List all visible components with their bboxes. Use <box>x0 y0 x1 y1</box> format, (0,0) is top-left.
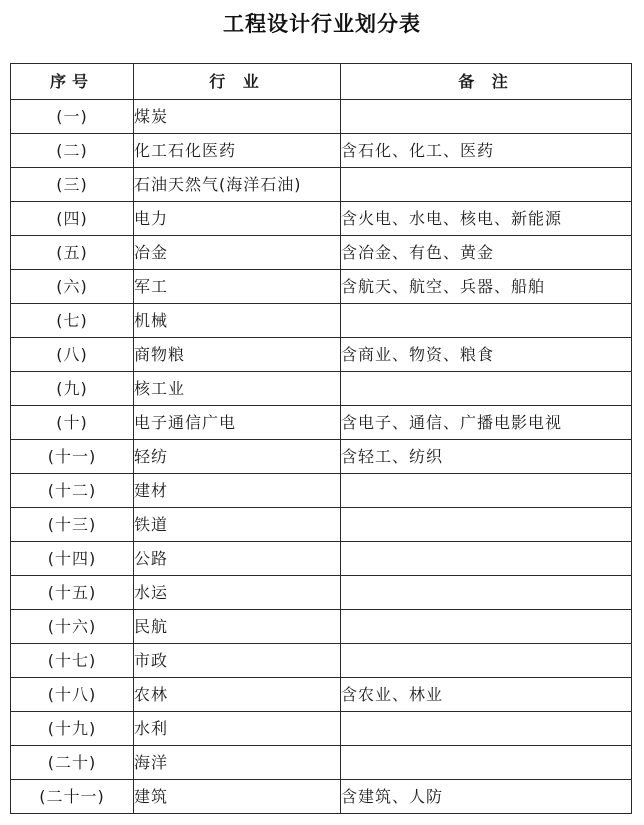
row-industry: 军工 <box>134 270 341 304</box>
row-serial-number: (十五) <box>11 576 134 610</box>
table-row <box>11 474 632 508</box>
row-serial-number: (三) <box>11 168 134 202</box>
table-row <box>11 508 632 542</box>
row-industry: 化工石化医药 <box>134 134 341 168</box>
table-row <box>11 542 632 576</box>
header-row <box>11 64 632 100</box>
row-industry: 冶金 <box>134 236 341 270</box>
row-industry: 民航 <box>134 610 341 644</box>
row-remarks <box>341 372 632 406</box>
table-body <box>11 100 632 814</box>
row-serial-number: (五) <box>11 236 134 270</box>
table-row <box>11 134 632 168</box>
row-serial-number: (二十) <box>11 746 134 780</box>
table-row <box>11 678 632 712</box>
table-row <box>11 610 632 644</box>
row-remarks <box>341 746 632 780</box>
page-title: 工程设计行业划分表 <box>223 12 421 36</box>
row-remarks <box>341 712 632 746</box>
row-remarks <box>341 610 632 644</box>
row-industry: 商物粮 <box>134 338 341 372</box>
table-row <box>11 270 632 304</box>
row-industry: 建筑 <box>134 780 341 814</box>
header-remarks: 备 注 <box>341 64 632 100</box>
row-industry: 电子通信广电 <box>134 406 341 440</box>
row-serial-number: (六) <box>11 270 134 304</box>
row-remarks: 含航天、航空、兵器、船舶 <box>341 270 632 304</box>
table-row <box>11 168 632 202</box>
table-row <box>11 304 632 338</box>
table-header <box>11 64 632 100</box>
row-remarks <box>341 100 632 134</box>
row-serial-number: (十九) <box>11 712 134 746</box>
row-remarks <box>341 576 632 610</box>
row-industry: 电力 <box>134 202 341 236</box>
row-remarks <box>341 542 632 576</box>
row-remarks: 含农业、林业 <box>341 678 632 712</box>
row-remarks <box>341 474 632 508</box>
row-remarks: 含轻工、纺织 <box>341 440 632 474</box>
row-industry: 水利 <box>134 712 341 746</box>
row-industry: 海洋 <box>134 746 341 780</box>
row-serial-number: (十一) <box>11 440 134 474</box>
row-serial-number: (七) <box>11 304 134 338</box>
row-remarks <box>341 508 632 542</box>
row-industry: 核工业 <box>134 372 341 406</box>
row-industry: 市政 <box>134 644 341 678</box>
row-serial-number: (四) <box>11 202 134 236</box>
table-row <box>11 100 632 134</box>
header-serial-number: 序号 <box>11 64 134 100</box>
row-serial-number: (十八) <box>11 678 134 712</box>
row-industry: 轻纺 <box>134 440 341 474</box>
row-remarks: 含冶金、有色、黄金 <box>341 236 632 270</box>
row-industry: 水运 <box>134 576 341 610</box>
table-row <box>11 644 632 678</box>
row-industry: 农林 <box>134 678 341 712</box>
row-serial-number: (十六) <box>11 610 134 644</box>
row-serial-number: (十七) <box>11 644 134 678</box>
row-remarks: 含电子、通信、广播电影电视 <box>341 406 632 440</box>
table-row <box>11 236 632 270</box>
row-serial-number: (十三) <box>11 508 134 542</box>
table-row <box>11 440 632 474</box>
row-industry: 建材 <box>134 474 341 508</box>
row-serial-number: (一) <box>11 100 134 134</box>
header-industry: 行 业 <box>134 64 341 100</box>
table-row <box>11 202 632 236</box>
row-remarks: 含火电、水电、核电、新能源 <box>341 202 632 236</box>
row-remarks <box>341 644 632 678</box>
table-row <box>11 406 632 440</box>
row-industry: 铁道 <box>134 508 341 542</box>
industry-classification-table <box>10 63 632 814</box>
row-serial-number: (二) <box>11 134 134 168</box>
table-row <box>11 338 632 372</box>
row-remarks: 含石化、化工、医药 <box>341 134 632 168</box>
table-row <box>11 712 632 746</box>
row-industry: 公路 <box>134 542 341 576</box>
table-row <box>11 576 632 610</box>
table-row <box>11 780 632 814</box>
row-industry: 机械 <box>134 304 341 338</box>
row-serial-number: (八) <box>11 338 134 372</box>
row-serial-number: (十) <box>11 406 134 440</box>
row-remarks: 含建筑、人防 <box>341 780 632 814</box>
row-remarks <box>341 168 632 202</box>
row-industry: 石油天然气(海洋石油) <box>134 168 341 202</box>
table-row <box>11 372 632 406</box>
row-serial-number: (九) <box>11 372 134 406</box>
row-serial-number: (十二) <box>11 474 134 508</box>
row-serial-number: (二十一) <box>11 780 134 814</box>
row-remarks <box>341 304 632 338</box>
row-serial-number: (十四) <box>11 542 134 576</box>
row-remarks: 含商业、物资、粮食 <box>341 338 632 372</box>
row-industry: 煤炭 <box>134 100 341 134</box>
table-row <box>11 746 632 780</box>
